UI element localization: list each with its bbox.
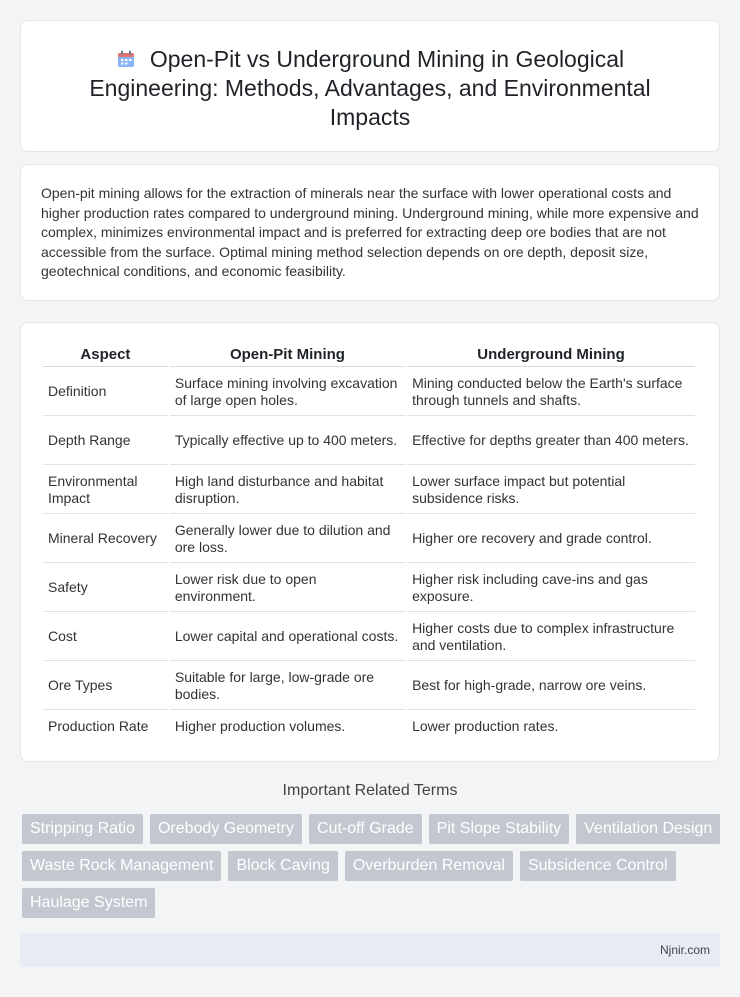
page-title [51, 45, 689, 132]
table-row [43, 369, 695, 416]
related-term-tag[interactable]: Ventilation Design [576, 814, 720, 844]
cell-open-pit: Higher production volumes. [174, 717, 346, 734]
related-term-tag[interactable]: Pit Slope Stability [429, 814, 570, 844]
table-row [43, 516, 695, 563]
header-open-pit: Open-Pit Mining [170, 343, 405, 367]
cell-underground: Lower surface impact but potential subsidence risks. [407, 467, 695, 514]
cell-open-pit: Surface mining involving excavation of large open holes. [170, 369, 405, 416]
table-header-row [43, 343, 695, 367]
related-term-tag[interactable]: Overburden Removal [345, 851, 513, 881]
table-row [43, 565, 695, 612]
cell-open-pit: Suitable for large, low-grade ore bodies. [170, 663, 405, 710]
cell-aspect: Safety [43, 565, 168, 612]
table-row [43, 663, 695, 710]
cell-underground: Higher ore recovery and grade control. [407, 516, 695, 563]
related-term-tag[interactable]: Haulage System [22, 888, 155, 918]
related-term-tag[interactable]: Cut-off Grade [309, 814, 422, 844]
related-term-tag[interactable]: Subsidence Control [520, 851, 676, 881]
cell-underground: Lower production rates. [412, 717, 559, 734]
cell-open-pit: Typically effective up to 400 meters. [170, 418, 405, 465]
footer [20, 933, 720, 967]
related-term-tag[interactable]: Block Caving [228, 851, 337, 881]
cell-underground: Mining conducted below the Earth's surface through tunnels and shafts. [407, 369, 695, 416]
title-text: Open-Pit vs Underground Mining in Geological Engineering: Methods, Advantages, and Environmental Impacts [89, 46, 651, 130]
intro-paragraph: Open-pit mining allows for the extraction of minerals near the surface with lower operational costs and higher production rates compared to underground mining. Underground mining, while more expensive and complex, minimizes environmental impact and is preferred for extracting deep ore bodies that are not accessible from the surface. Optimal mining method selection depends on ore depth, deposit size, geotechnical conditions, and economic feasibility. [41, 185, 699, 279]
related-terms-heading: Important Related Terms [282, 782, 458, 799]
cell-underground: Best for high-grade, narrow ore veins. [407, 663, 695, 710]
cell-underground: Effective for depths greater than 400 meters. [407, 418, 695, 465]
related-term-tag[interactable]: Orebody Geometry [150, 814, 302, 844]
table-row [43, 614, 695, 661]
title-card [20, 20, 720, 152]
table-row [43, 418, 695, 465]
cell-aspect: Mineral Recovery [43, 516, 168, 563]
cell-aspect: Depth Range [43, 418, 168, 465]
cell-aspect: Ore Types [43, 663, 168, 710]
calendar-icon [116, 49, 136, 69]
cell-aspect: Environmental Impact [43, 467, 168, 514]
header-underground: Underground Mining [407, 343, 695, 367]
cell-underground: Higher risk including cave-ins and gas exposure. [407, 565, 695, 612]
comparison-table-card [20, 322, 720, 762]
cell-underground: Higher costs due to complex infrastructure and ventilation. [407, 614, 695, 661]
intro-card [20, 164, 720, 301]
cell-open-pit: Lower risk due to open environment. [170, 565, 405, 612]
footer-site-link[interactable]: Njnir.com [659, 943, 710, 957]
comparison-table [41, 341, 697, 743]
cell-open-pit: Lower capital and operational costs. [170, 614, 405, 661]
table-row [43, 712, 695, 741]
cell-aspect: Definition [43, 369, 168, 416]
cell-aspect: Cost [43, 614, 168, 661]
related-term-tag[interactable]: Waste Rock Management [22, 851, 221, 881]
header-aspect: Aspect [43, 343, 168, 367]
table-row [43, 467, 695, 514]
related-terms-list [22, 814, 722, 918]
cell-aspect: Production Rate [48, 717, 149, 734]
cell-open-pit: High land disturbance and habitat disruption. [170, 467, 405, 514]
cell-open-pit: Generally lower due to dilution and ore loss. [170, 516, 405, 563]
related-term-tag[interactable]: Stripping Ratio [22, 814, 143, 844]
